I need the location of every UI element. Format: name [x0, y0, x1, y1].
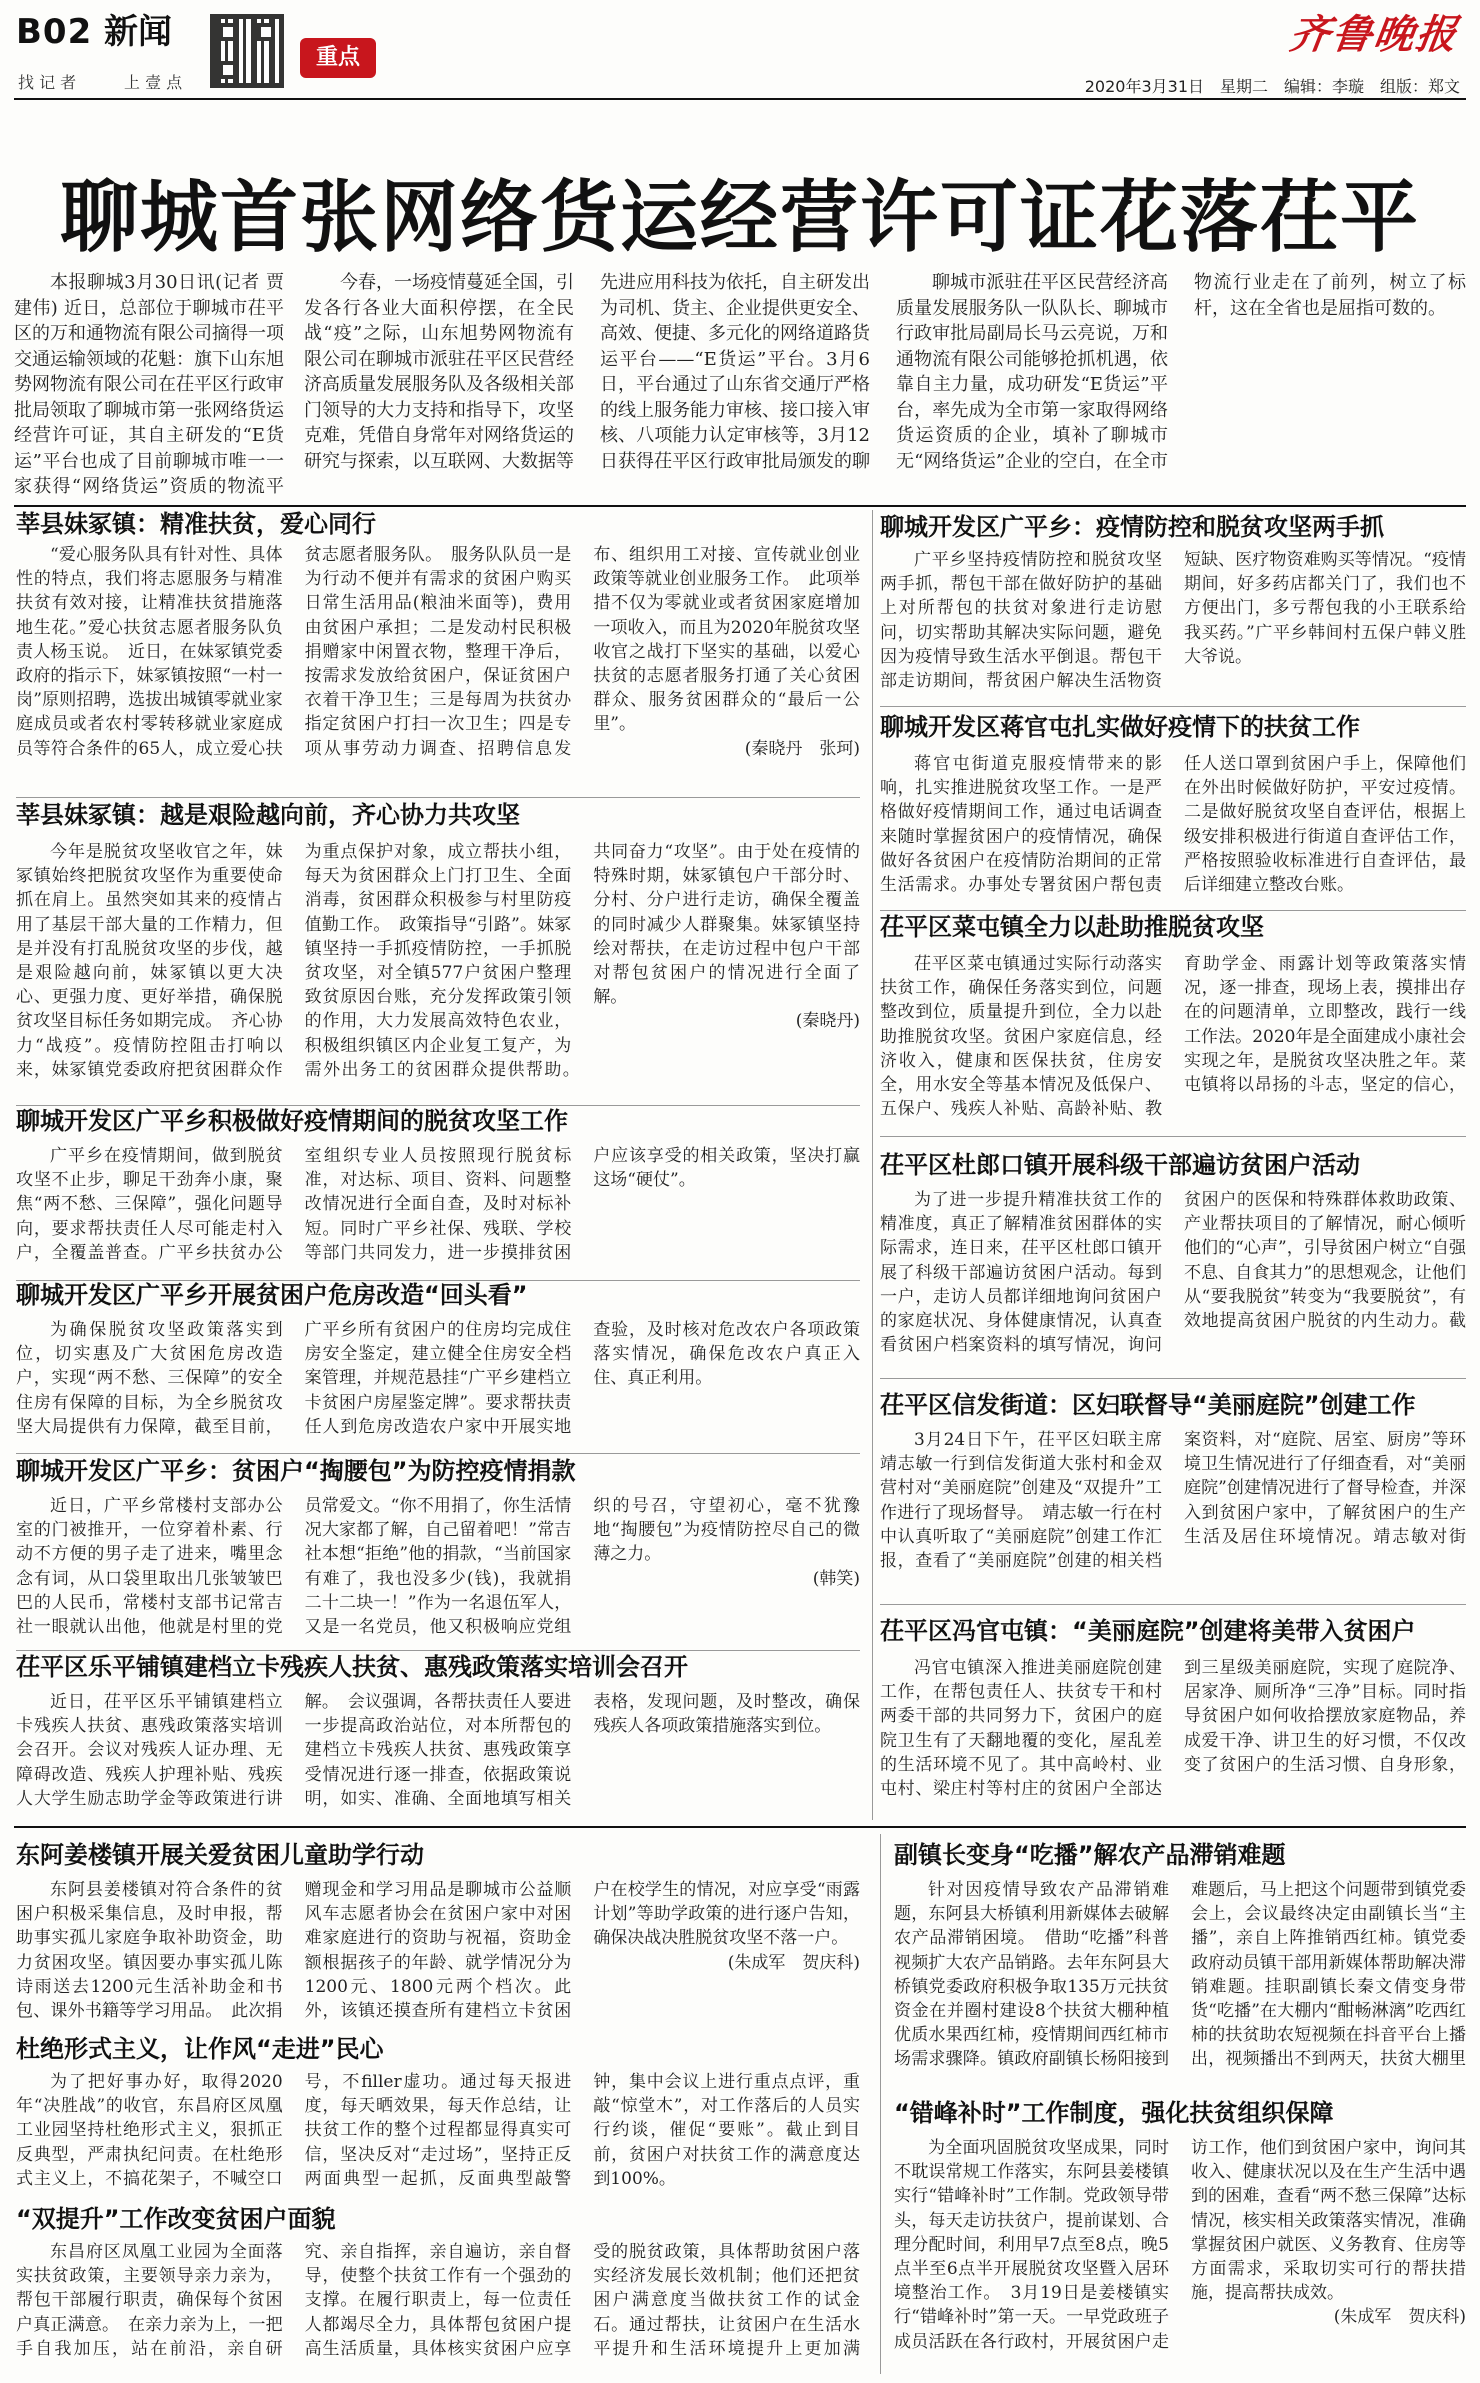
story-divider	[880, 706, 1466, 707]
story-divider	[16, 1453, 860, 1454]
story-text: “爱心服务队具有针对性、具体性的特点，我们将志愿服务与精准扶贫有效对接，让精准扶贫措施落地生花。”爱心扶贫志愿者服务队负责人杨玉说。 近日，在妹冢镇党委政府的指示下，妹冢镇按照“一村一岗”原则招聘，选拔出城镇零就业家庭成员或者农村零转移就业家庭成员等符合条件的65人，成立爱心扶贫志愿者服务队。 服务队队员一是为行动不便并有需求的贫困户购买日常生活用品(粮油米面等)，费用由贫困户承担；二是发动村民积极捐赠家中闲置衣物，整理干净后，按需求发放给贫困户，保证贫困户衣着干净卫生；三是每周为扶贫办指定贫困户打扫一次卫生；四是专项从事劳动力调查、招聘信息发布、组织用工对接、宣传就业创业政策等就业创业服务工作。 此项举措不仅为零就业或者贫困家庭增加一项收入，而且为2020年脱贫攻坚收官之战打下坚实的基础，以爱心扶贫的志愿者服务打通了关心贫困群众、服务贫困群众的“最后一公里”。	[16, 545, 860, 759]
story-title: 聊城开发区广平乡开展贫困户危房改造“回头看”	[16, 1281, 528, 1309]
story-body	[894, 2136, 1466, 2372]
story-body	[880, 1656, 1466, 1816]
story-text: 3月24日下午，茌平区妇联主席靖志敏一行到信发街道大张村和金双营村对“美丽庭院”创建及“双提升”工作进行了现场督导。 靖志敏一行在村中认真听取了“美丽庭院”创建工作汇报，查看了“美丽庭院”创建的相关档案资料，对“庭院、居室、厨房”等环境卫生情况进行了仔细查看，对“美丽庭院”创建情况进行了督导检查，并深入到贫困户家中，了解贫困户的生产生活及居住环境情况。靖志敏对街	[880, 1430, 1466, 1572]
story-title: 莘县妹冢镇：越是艰险越向前，齐心协力共攻坚	[16, 801, 520, 829]
story-title: 聊城开发区广平乡：疫情防控和脱贫攻坚两手抓	[880, 513, 1384, 541]
story-body	[16, 1690, 860, 1818]
story-text: 为了进一步提升精准扶贫工作的精准度，真正了解精准贫困群体的实际需求，连日来，茌平区杜郎口镇开展了科级干部遍访贫困户活动。每到一户，走访人员都详细地询问贫困户的家庭状况、身体健康情况，认真查看贫困户档案资料的填写情况，询问贫困户的医保和特殊群体救助政策、产业帮扶项目的了解情况，耐心倾听他们的“心声”，引导贫困户树立“自强不息、自食其力”的思想观念，让他们从“要我脱贫”转变为“我要脱贫”，有效地提高贫困户脱贫的内生动力。截	[880, 1190, 1466, 1356]
story-text: 蒋官屯街道克服疫情带来的影响，扎实推进脱贫攻坚工作。一是严格做好疫情期间工作，通过电话调查来随时掌握贫困户的疫情情况，确保做好各贫困户在疫情防治期间的正常生活需求。办事处专署贫困户帮包责任人送口罩到贫困户手上，保障他们在外出时候做好防护，平安过疫情。二是做好脱贫攻坚自查评估，根据上级安排积极进行街道自查评估工作，严格按照验收标准进行自查评估，最后详细建立整改台账。	[880, 754, 1466, 896]
bottom-section-rule	[14, 1826, 1466, 1828]
story-text: 近日，广平乡常楼村支部办公室的门被推开，一位穿着朴素、行动不方便的男子走了进来，嘴里念念有词，从口袋里取出几张皱皱巴巴的人民币，常楼村支部书记常吉社一眼就认出他，他就是村里的党员常爱文。“你不用捐了，你生活情况大家都了解，自己留着吧！”常吉社本想“拒绝”他的捐款，“当前国家有难了，我也没多少(钱)，我就捐二十二块一！”作为一名退伍军人，又是一名党员，他又积极响应党组织的号召，守望初心，毫不犹豫地“掏腰包”为疫情防控尽自己的微薄之力。	[16, 1496, 860, 1638]
story-title: 聊城开发区广平乡：贫困户“掏腰包”为防控疫情捐款	[16, 1457, 576, 1485]
story-body	[880, 1428, 1466, 1580]
story-divider	[16, 797, 860, 798]
qr-code[interactable]	[210, 14, 284, 88]
story-text: 广平乡坚持疫情防控和脱贫攻坚两手抓，帮包干部在做好防护的基础上对所帮包的扶贫对象进行走访慰问，切实帮助其解决实际问题，避免因为疫情导致生活水平倒退。帮包干部走访期间，帮贫困户解决生活物资短缺、医疗物资难购买等情况。“疫情期间，好多药店都关门了，我们也不方便出门，多亏帮包我的小王联系给我买药。”广平乡韩间村五保户韩义胜大爷说。	[880, 550, 1466, 692]
lead-title: 聊城首张网络货运经营许可证花落茌平	[59, 173, 1420, 263]
story-divider	[880, 1378, 1466, 1379]
bottom-column-divider	[880, 1834, 881, 2374]
story-byline: (秦晓丹)	[795, 1011, 860, 1032]
story-title: 聊城开发区广平乡积极做好疫情期间的脱贫攻坚工作	[16, 1107, 568, 1135]
story-title: 莘县妹冢镇：精准扶贫，爱心同行	[16, 510, 376, 538]
story-body	[880, 1188, 1466, 1364]
story-text: 今年是脱贫攻坚收官之年，妹冢镇始终把脱贫攻坚作为重要使命抓在肩上。虽然突如其来的疫情占用了基层干部大量的工作精力，但是并没有打乱脱贫攻坚的步伐，越是艰险越向前，妹冢镇以更大决心、更强力度、更好举措，确保脱贫攻坚目标任务如期完成。 齐心协力“战疫”。疫情防控阻击打响以来，妹冢镇党委政府把贫困群众作为重点保护对象，成立帮扶小组，每天为贫困群众上门打卫生、全面消毒，贫困群众积极参与村里防疫值勤工作。 政策指导“引路”。妹冢镇坚持一手抓疫情防控，一手抓脱贫攻坚，对全镇577户贫困户整理致贫原因台账，充分发挥政策引领的作用，大力发展高效特色农业，积极组织镇区内企业复工复产，为需外出务工的贫困群众提供帮助。 共同奋力“攻坚”。由于处在疫情的特殊时期，妹冢镇包户干部分时、分村、分户进行走访，确保全覆盖的同时减少人群聚集。妹冢镇坚持绘对帮扶，在走访过程中包户干部对帮包贫困户的情况进行全面了解。	[16, 842, 860, 1080]
page-number: B02	[16, 12, 93, 52]
story-byline: (朱成军 贺庆科)	[1333, 2307, 1466, 2328]
story-text: 冯官屯镇深入推进美丽庭院创建工作，在帮包责任人、扶贫专干和村两委干部的共同努力下，贫困户的庭院卫生有了天翻地覆的变化，屋乱差的生活环境不见了。其中高岭村、业屯村、梁庄村等村庄的贫困户全部达到三星级美丽庭院，实现了庭院净、居家净、厕所净“三净”目标。同时指导贫困户如何收拾摆放家庭物品，养成爱干净、讲卫生的好习惯，不仅改变了贫困户的生活习惯、自身形象，	[880, 1658, 1466, 1800]
story-text: 为确保脱贫攻坚政策落实到位，切实惠及广大贫困危房改造户，实现“两不愁、三保障”的安全住房有保障的目标，为全乡脱贫攻坚大局提供有力保障，截至目前，广平乡所有贫困户的住房均完成住房安全鉴定，建立健全住房安全档案管理，并规范悬挂“广平乡建档立卡贫困户房屋鉴定牌”。要求帮扶责任人到危房改造农户家中开展实地查验，及时核对危改农户各项政策落实情况，确保危改农户真正入住、真正利用。	[16, 1320, 860, 1437]
lead-column-1	[14, 270, 284, 498]
story-divider	[16, 1650, 860, 1651]
story-title: 杜绝形式主义，让作风“走进”民心	[16, 2035, 384, 2063]
story-byline: (韩笑)	[812, 1568, 860, 1589]
story-body	[880, 952, 1466, 1128]
lead-para-4: 聊城市派驻茌平区民营经济高质量发展服务队一队队长、聊城市行政审批局副局长马云亮说，万和通物流有限公司能够抢抓机遇，依靠自主力量，成功研发“E货运”平台，率先成为全市第一家取得网络货运资质的企业，填补了聊城市无“网络货运”企业的空白，在全市物流行业走在了前列，树立了标杆，这在全省也是屈指可数的。	[896, 272, 1466, 472]
story-title: “错峰补时”工作制度，强化扶贫组织保障	[894, 2099, 1334, 2127]
story-divider	[880, 1136, 1466, 1137]
slogan-right: 上 壹 点	[124, 73, 183, 92]
story-divider	[880, 910, 1466, 911]
story-text: 针对因疫情导致农产品滞销难题，东阿县大桥镇利用新媒体去破解农产品滞销困境。 借助“吃播”科普视频扩大农产品销路。去年东阿县大桥镇党委政府积极争取135万元扶贫资金在并圈村建设8个扶贫大棚种植优质水果西红柿，疫情期间西红柿市场需求骤降。镇政府副镇长杨阳接到难题后，马上把这个问题带到镇党委会上，会议最终决定由副镇长当“主播”，亲自上阵推销西红柿。镇党委政府动员镇干部用新媒体帮助解决滞销难题。挂职副镇长秦文倩变身带货“吃播”在大棚内“酣畅淋漓”吃西红柿的扶贫助农短视频在抖音平台上播出，视频播出不到两天，扶贫大棚里	[894, 1880, 1466, 2070]
story-title: 茌平区冯官屯镇：“美丽庭院”创建将美带入贫困户	[880, 1617, 1416, 1645]
key-tag-label: 重点	[315, 45, 360, 70]
lead-column-2	[304, 270, 870, 498]
story-text: 东昌府区凤凰工业园为全面落实扶贫政策，主要领导亲力亲为，帮包干部履行职责，确保每个贫困户真正满意。 在亲力亲为上，一把手自我加压，站在前沿，亲自研究、亲自指挥，亲自遍访，亲自督导，使整个扶贫工作有一个强劲的支撑。在履行职责上，每一位责任人都竭尽全力，具体帮包贫困户提高生活质量，具体核实贫困户应享受的脱贫政策，具体帮助贫困户落实经济发展长效机制；他们还把贫困户满意度当做扶贫工作的试金石。通过帮扶，让贫困户在生活水平提升和生活环境提升上更加满	[16, 2242, 860, 2359]
lead-para-1: 本报聊城3月30日讯(记者 贾建伟) 近日，总部位于聊城市茌平区的万和通物流有限公司摘得一项交通运输领域的花魁：旗下山东旭势网物流有限公司在茌平区行政审批局领取了聊城市第一张网络货运经营许可证，其自主研发的“E货运”平台也成了目前聊城市唯一一家获得“网络货运”资质的物流平	[14, 272, 284, 497]
story-body	[16, 2240, 860, 2370]
story-body	[880, 548, 1466, 700]
story-body	[16, 2070, 860, 2198]
story-text: 茌平区菜屯镇通过实际行动落实扶贫工作，确保任务落实到位，问题整改到位，质量提升到位，全力以赴助推脱贫攻坚。贫困户家庭信息，经济收入，健康和医保扶贫，住房安全，用水安全等基本情况及低保户、五保户、残疾人补贴、高龄补贴、教育助学金、雨露计划等政策落实情况，逐一排查，现场上表，摸排出存在的问题清单，立即整改，践行一线工作法。2020年是全面建成小康社会实现之年，是脱贫攻坚决胜之年。菜屯镇将以昂扬的斗志，坚定的信心，	[880, 954, 1466, 1120]
section-name: 新闻	[104, 12, 172, 52]
lead-column-3	[896, 270, 1466, 498]
story-title: 聊城开发区蒋官屯扎实做好疫情下的扶贫工作	[880, 713, 1360, 741]
key-tag	[300, 38, 376, 78]
story-byline: (朱成军 贺庆科)	[727, 1952, 860, 1973]
story-body	[16, 1144, 860, 1272]
masthead-logo: 齐鲁晚报	[1286, 11, 1462, 58]
lead-bottom-rule	[14, 505, 1466, 507]
story-text: 东阿县姜楼镇对符合条件的贫困户积极采集信息，及时申报，帮助事实孤儿家庭争取补助资金，助力贫困攻坚。镇因要办事实孤儿陈诗雨送去1200元生活补助金和书包、课外书籍等学习用品。 此次捐赠现金和学习用品是聊城市公益顺风车志愿者协会在贫困户家中对困难家庭进行的资助与祝福，资助金额根据孩子的年龄、就学情况分为1200元、1800元两个档次。此外，该镇还摸查所有建档立卡贫困户在校学生的情况，对应享受“雨露计划”等助学政策的进行逐户告知，确保决战决胜脱贫攻坚不落一户。	[16, 1880, 860, 2022]
story-title: 茌平区菜屯镇全力以赴助推脱贫攻坚	[880, 913, 1264, 941]
lead-para-2: 今春，一场疫情蔓延全国，引发各行各业大面积停摆，在全民战“疫”之际，山东旭势网物流有限公司在聊城市派驻茌平区民营经济高质量发展服务队及各级相关部门领导的大力支持和指导下，攻坚克难，凭借自身常年对网络货运的研究与探索，以互联网、大数据等先进应用科技为依托，自主研发出为司机、货主、企业提供更安全、高效、便捷、多元化的网络道路货运平台——“E货运”平台。3月6日，平台通过了山东省交通厅严格的线上服务能力审核、接口接入审核、八项能力认定审核等，3月12日获得茌平区行政审批局颁发的聊	[304, 272, 870, 472]
slogan-left: 找 记 者	[18, 73, 77, 92]
story-title: “双提升”工作改变贫困户面貌	[16, 2205, 336, 2233]
story-title: 副镇长变身“吃播”解农产品滞销难题	[894, 1841, 1286, 1869]
story-body	[16, 1878, 860, 2030]
story-body	[16, 1494, 860, 1646]
story-body	[880, 752, 1466, 904]
story-text: 近日，茌平区乐平铺镇建档立卡残疾人扶贫、惠残政策落实培训会召开。会议对残疾人证办理、无障碍改造、残疾人护理补贴、残疾人大学生励志助学金等政策进行讲解。 会议强调，各帮扶责任人要进一步提高政治站位，对本所帮包的建档立卡残疾人扶贫、惠残政策享受情况进行逐一排查，依据政策说明，如实、准确、全面地填写相关表格，发现问题，及时整改，确保残疾人各项政策措施落实到位。	[16, 1692, 860, 1809]
story-text: 广平乡在疫情期间，做到脱贫攻坚不止步，聊足干劲奔小康，聚焦“两不愁、三保障”，强化问题导向，要求帮扶责任人尽可能走村入户，全覆盖普查。广平乡扶贫办公室组织专业人员按照现行脱贫标准，对达标、项目、资料、问题整改情况进行全面自查，及时对标补短。同时广平乡社保、残联、学校等部门共同发力，进一步摸排贫困户应该享受的相关政策，坚决打赢这场“硬仗”。	[16, 1146, 860, 1263]
story-body	[894, 1878, 1466, 2094]
story-title: 东阿姜楼镇开展关爱贫困儿童助学行动	[16, 1841, 424, 1869]
story-title: 茌平区杜郎口镇开展科级干部遍访贫困户活动	[880, 1151, 1360, 1179]
story-title: 茌平区信发街道：区妇联督导“美丽庭院”创建工作	[880, 1391, 1416, 1419]
column-divider	[872, 510, 873, 1820]
header-rule	[14, 98, 1466, 100]
page-header	[0, 0, 1480, 100]
story-title: 茌平区乐平铺镇建档立卡残疾人扶贫、惠残政策落实培训会召开	[16, 1653, 688, 1681]
story-text: 为全面巩固脱贫攻坚成果，同时不耽误常规工作落实，东阿县姜楼镇实行“错峰补时”工作制。党政领导带头，每天走访扶贫户，提前谋划、合理分配时间，利用早7点至8点，晚5点半至6点半开展脱贫攻坚暨入居环境整治工作。 3月19日是姜楼镇实行“错峰补时”第一天。一早党政班子成员活跃在各行政村，开展贫困户走访工作，他们到贫困户家中，询问其收入、健康状况以及在生产生活中遇到的困难，查看“两不愁三保障”达标情况，核实相关政策落实情况，准确掌握贫困户就医、义务教育、住房等方面需求，采取切实可行的帮扶措施，提高帮扶成效。	[894, 2138, 1466, 2352]
story-body	[16, 840, 860, 1092]
story-divider	[880, 1604, 1466, 1605]
story-text: 为了把好事办好，取得2020年“决胜战”的收官，东昌府区凤凰工业园坚持杜绝形式主义，狠抓正反典型，严肃执纪问责。在杜绝形式主义上，不搞花架子，不喊空口号，不filler虚功。通过每天报进度，每天晒效果，每天作总结，让扶贫工作的整个过程都显得真实可信，坚决反对“走过场”，坚持正反两面典型一起抓，反面典型敲警钟，集中会议上进行重点点评，重敲“惊堂木”，对工作落后的人员实行约谈，催促“要账”。截止到目前，贫困户对扶贫工作的满意度达到100%。	[16, 2072, 860, 2189]
story-body	[16, 1318, 860, 1446]
date-line: 2020年3月31日 星期二 编辑：李璇 组版：郑文	[1084, 77, 1460, 96]
story-byline: (秦晓丹 张珂)	[744, 738, 860, 759]
story-body	[16, 543, 860, 777]
